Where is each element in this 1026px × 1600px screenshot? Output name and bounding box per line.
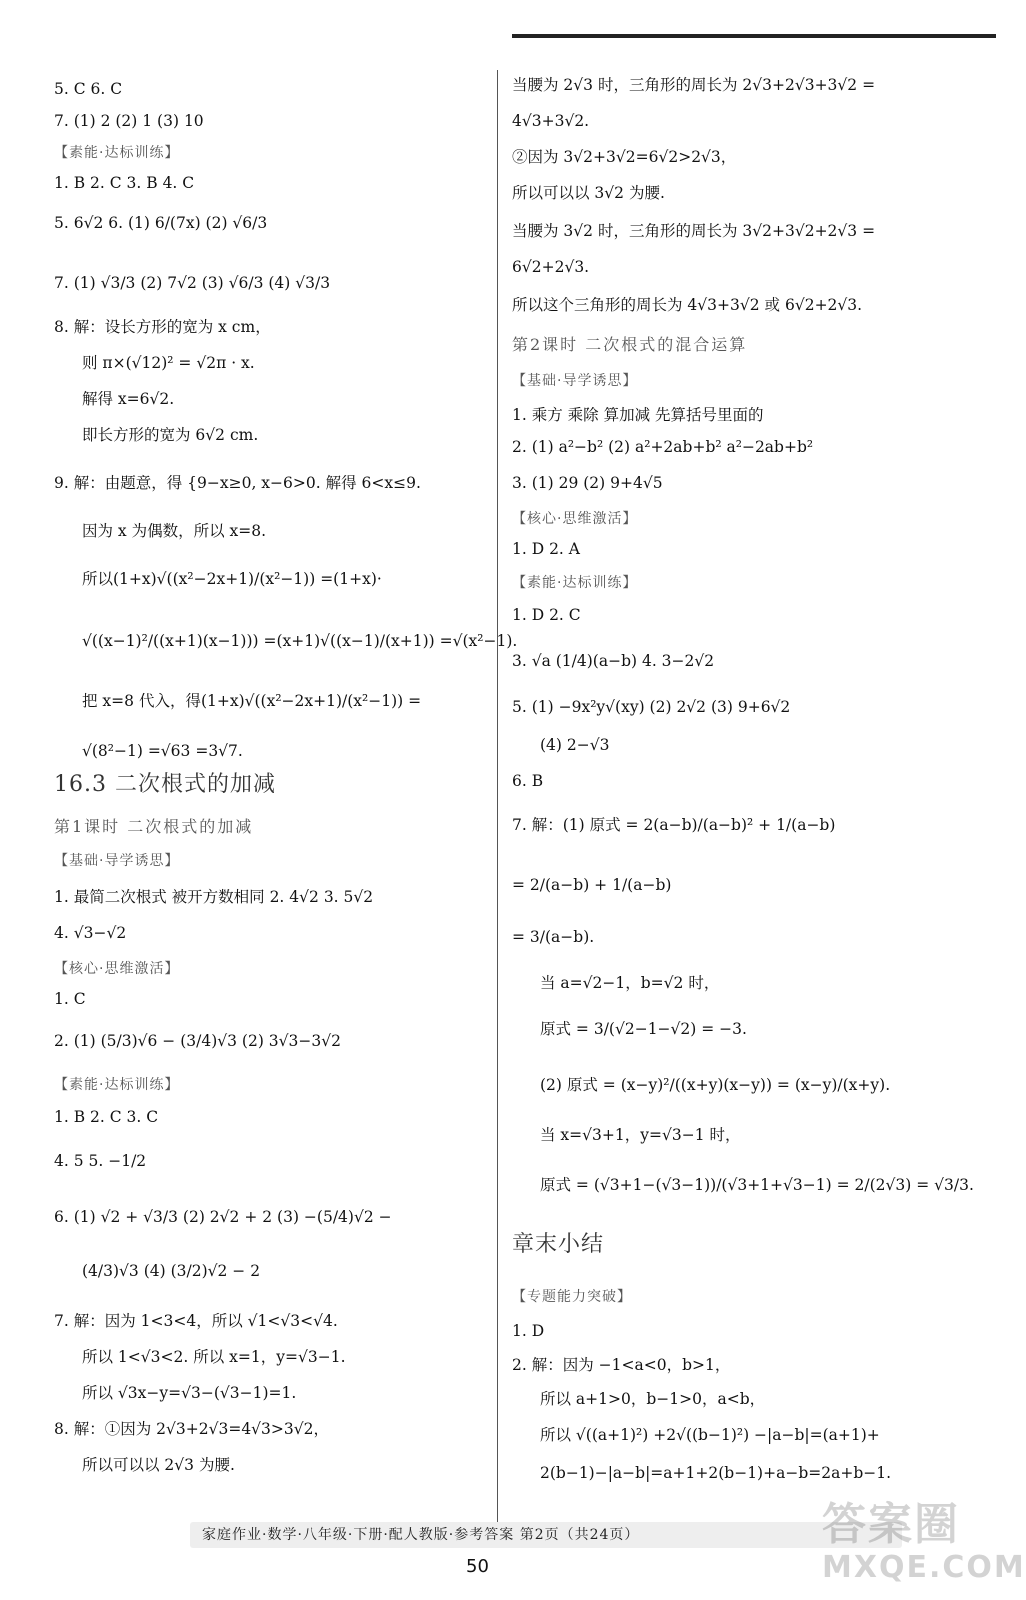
answer-line: 2. (1) a²−b² (2) a²+2ab+b² a²−2ab+b² (512, 438, 814, 456)
section-heading: 第2课时 二次根式的混合运算 (512, 335, 748, 354)
answer-line: 8. 解：设长方形的宽为 x cm， (54, 318, 271, 336)
answer-line: = 2/(a−b) + 1/(a−b) (512, 876, 672, 894)
answer-line: 因为 x 为偶数，所以 x=8. (82, 522, 267, 540)
answer-line: 7. (1) √3/3 (2) 7√2 (3) √6/3 (4) √3/3 (54, 274, 331, 292)
column-divider (497, 70, 498, 1540)
answer-line: 1. D 2. C (512, 606, 581, 624)
section-tag: 【素能·达标训练】 (54, 145, 180, 161)
section-tag: 【核心·思维激活】 (512, 511, 638, 527)
answer-line: 当 a=√2−1，b=√2 时， (540, 974, 720, 992)
answer-line: 即长方形的宽为 6√2 cm. (82, 426, 259, 444)
answer-line: 4. √3−√2 (54, 924, 127, 942)
answer-line: 6√2+2√3. (512, 258, 590, 276)
answer-line: 4. 5 5. −1/2 (54, 1152, 147, 1170)
section-heading: 16.3 二次根式的加减 (54, 772, 276, 797)
answer-line: 当腰为 3√2 时，三角形的周长为 3√2+3√2+2√3 = (512, 222, 876, 240)
answer-line: 3. (1) 29 (2) 9+4√5 (512, 474, 663, 492)
answer-line: 5. 6√2 6. (1) 6/(7x) (2) √6/3 (54, 214, 268, 232)
answer-line: 所以可以以 3√2 为腰. (512, 184, 665, 202)
page-number: 50 (466, 1556, 489, 1577)
answer-line: 1. C (54, 990, 86, 1008)
answer-line: 8. 解：①因为 2√3+2√3=4√3>3√2， (54, 1420, 330, 1438)
answer-line: 所以 a+1>0，b−1>0，a<b， (540, 1390, 766, 1408)
answer-line: (2) 原式 = (x−y)²/((x+y)(x−y)) = (x−y)/(x+y). (540, 1076, 891, 1094)
answer-line: 原式 = 3/(√2−1−√2) = −3. (540, 1020, 747, 1038)
answer-line: 1. 乘方 乘除 算加减 先算括号里面的 (512, 406, 764, 424)
watermark-url: MXQE.COM (822, 1550, 1026, 1585)
header-rule (512, 34, 996, 38)
answer-line: 7. 解：(1) 原式 = 2(a−b)/(a−b)² + 1/(a−b) (512, 816, 836, 834)
answer-line: 7. (1) 2 (2) 1 (3) 10 (54, 112, 204, 130)
answer-line: 所以这个三角形的周长为 4√3+3√2 或 6√2+2√3. (512, 296, 863, 314)
answer-line: 所以 √3x−y=√3−(√3−1)=1. (82, 1384, 297, 1402)
section-heading: 章末小结 (512, 1232, 605, 1257)
answer-line: 2. 解：因为 −1<a<0，b>1， (512, 1356, 731, 1374)
watermark-logo (822, 1488, 1026, 1592)
answer-line: 当腰为 2√3 时，三角形的周长为 2√3+2√3+3√2 = (512, 76, 876, 94)
answer-line: 所以(1+x)√((x²−2x+1)/(x²−1)) =(1+x)· (82, 570, 382, 588)
answer-line: 把 x=8 代入，得(1+x)√((x²−2x+1)/(x²−1)) = (82, 692, 422, 710)
answer-line: (4/3)√3 (4) (3/2)√2 − 2 (82, 1262, 261, 1280)
answer-line: 1. D (512, 1322, 545, 1340)
section-tag: 【基础·导学诱思】 (54, 853, 180, 869)
answer-line: = 3/(a−b). (512, 928, 595, 946)
answer-line: 解得 x=6√2. (82, 390, 175, 408)
answer-line: 7. 解：因为 1<3<4，所以 √1<√3<√4. (54, 1312, 338, 1330)
answer-line: 1. 最简二次根式 被开方数相同 2. 4√2 3. 5√2 (54, 888, 374, 906)
section-heading: 第1课时 二次根式的加减 (54, 817, 254, 836)
answer-line: 1. D 2. A (512, 540, 580, 558)
answer-line: 2. (1) (5/3)√6 − (3/4)√3 (2) 3√3−3√2 (54, 1032, 341, 1050)
answer-line: √((x−1)²/((x+1)(x−1))) =(x+1)√((x−1)/(x+1)) =√(x²−1). (82, 632, 518, 650)
answer-line: (4) 2−√3 (540, 736, 610, 754)
section-tag: 【基础·导学诱思】 (512, 373, 638, 389)
answer-line: 6. B (512, 772, 544, 790)
answer-line: 5. C 6. C (54, 80, 123, 98)
section-tag: 【专题能力突破】 (512, 1289, 632, 1305)
answer-line: 所以 √((a+1)²) +2√((b−1)²) −|a−b|=(a+1)+ (540, 1426, 880, 1444)
answer-line: 当 x=√3+1，y=√3−1 时， (540, 1126, 741, 1144)
section-tag: 【核心·思维激活】 (54, 961, 180, 977)
answer-line: 6. (1) √2 + √3/3 (2) 2√2 + 2 (3) −(5/4)√2 − (54, 1208, 392, 1226)
answer-line: 所以 1<√3<2. 所以 x=1，y=√3−1. (82, 1348, 346, 1366)
answer-line: 1. B 2. C 3. C (54, 1108, 159, 1126)
answer-line: 4√3+3√2. (512, 112, 590, 130)
watermark-text: 答案圈 (822, 1499, 960, 1550)
answer-line: 1. B 2. C 3. B 4. C (54, 174, 195, 192)
answer-line: 所以可以以 2√3 为腰. (82, 1456, 235, 1474)
answer-line: 9. 解：由题意，得 {9−x≥0, x−6>0. 解得 6<x≤9. (54, 474, 421, 492)
section-tag: 【素能·达标训练】 (512, 575, 638, 591)
section-tag: 【素能·达标训练】 (54, 1077, 180, 1093)
answer-line: 3. √a (1/4)(a−b) 4. 3−2√2 (512, 652, 715, 670)
answer-line: 则 π×(√12)² = √2π · x. (82, 354, 255, 372)
answer-line: 2(b−1)−|a−b|=a+1+2(b−1)+a−b=2a+b−1. (540, 1464, 892, 1482)
answer-line: 原式 = (√3+1−(√3−1))/(√3+1+√3−1) = 2/(2√3) = √3/3. (540, 1176, 974, 1194)
answer-line: 5. (1) −9x²y√(xy) (2) 2√2 (3) 9+6√2 (512, 698, 791, 716)
answer-line: ②因为 3√2+3√2=6√2>2√3， (512, 148, 737, 166)
page-footer: 家庭作业·数学·八年级·下册·配人教版·参考答案 第2页（共24页） (190, 1522, 902, 1548)
answer-line: √(8²−1) =√63 =3√7. (82, 742, 243, 760)
